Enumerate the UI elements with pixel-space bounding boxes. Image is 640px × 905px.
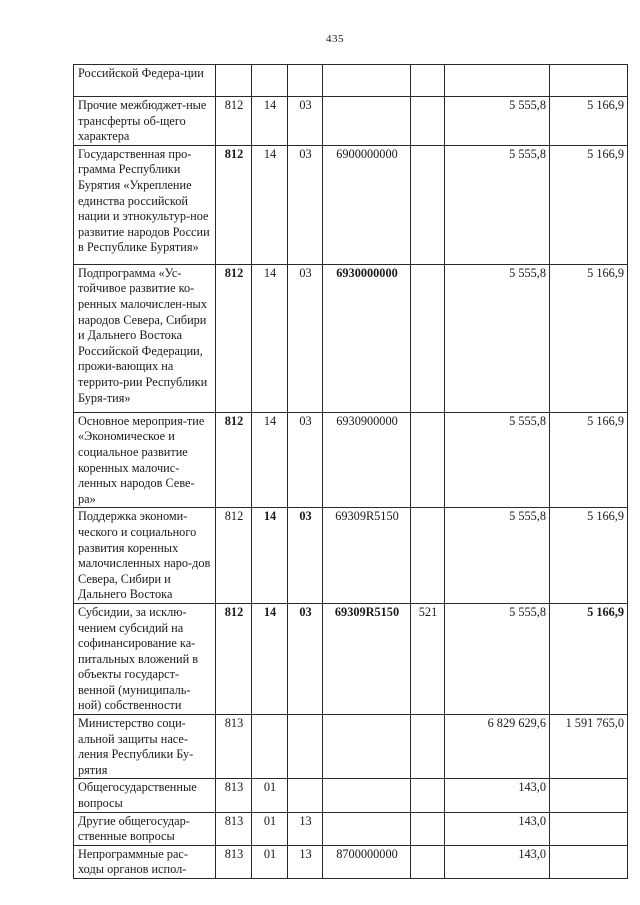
department-code — [216, 65, 252, 97]
subsection-code: 03 — [288, 412, 323, 508]
expense-type-code — [411, 779, 445, 812]
expense-type-code — [411, 145, 445, 264]
amount-year-2: 5 166,9 — [550, 145, 628, 264]
section-code: 14 — [252, 508, 288, 604]
department-code: 812 — [216, 264, 252, 412]
target-article-code: 6930900000 — [323, 412, 411, 508]
row-description: Основное мероприя-тие «Экономическое и социальное развитие коренных малочис-ленных народов Севе-ра» — [74, 412, 216, 508]
section-code: 01 — [252, 779, 288, 812]
section-code: 14 — [252, 145, 288, 264]
department-code: 813 — [216, 779, 252, 812]
row-description: Российской Федера-ции — [74, 65, 216, 97]
expense-type-code — [411, 97, 445, 146]
amount-year-2 — [550, 65, 628, 97]
section-code: 14 — [252, 412, 288, 508]
table-row — [74, 779, 628, 812]
amount-year-1: 6 829 629,6 — [445, 715, 550, 779]
row-description: Поддержка экономи-ческого и социального развития коренных малочисленных наро-дов Севера, Сибири и Дальнего Востока — [74, 508, 216, 604]
row-description: Государственная про-грамма Республики Бурятия «Укрепление единства российской нации и этнокультур-ное развитие народов России в Республике Бурятия» — [74, 145, 216, 264]
department-code: 812 — [216, 412, 252, 508]
amount-year-1: 5 555,8 — [445, 508, 550, 604]
department-code: 812 — [216, 603, 252, 714]
expense-type-code — [411, 715, 445, 779]
amount-year-2 — [550, 845, 628, 878]
department-code: 813 — [216, 812, 252, 845]
table-row — [74, 145, 628, 264]
amount-year-1: 5 555,8 — [445, 97, 550, 146]
target-article-code: 6930000000 — [323, 264, 411, 412]
subsection-code: 03 — [288, 97, 323, 146]
row-description: Подпрограмма «Ус-тойчивое развитие ко-ренных малочислен-ных народов Севера, Сибири и Дальнего Востока Российской Федерации, прожи-вающих на террито-рии Республики Буря-тия» — [74, 264, 216, 412]
subsection-code — [288, 65, 323, 97]
table-row — [74, 715, 628, 779]
budget-table — [73, 64, 628, 879]
row-description: Министерство соци-альной защиты насе-ления Республики Бу-рятия — [74, 715, 216, 779]
table-row — [74, 603, 628, 714]
subsection-code — [288, 715, 323, 779]
target-article-code — [323, 812, 411, 845]
target-article-code — [323, 779, 411, 812]
table-row — [74, 508, 628, 604]
amount-year-2 — [550, 779, 628, 812]
target-article-code: 6900000000 — [323, 145, 411, 264]
row-description: Прочие межбюджет-ные трансферты об-щего характера — [74, 97, 216, 146]
expense-type-code — [411, 845, 445, 878]
section-code: 01 — [252, 845, 288, 878]
expense-type-code: 521 — [411, 603, 445, 714]
department-code: 812 — [216, 508, 252, 604]
department-code: 813 — [216, 715, 252, 779]
subsection-code: 03 — [288, 603, 323, 714]
table-row — [74, 264, 628, 412]
row-description: Другие общегосудар-ственные вопросы — [74, 812, 216, 845]
row-description: Субсидии, за исклю-чением субсидий на софинансирование ка-питальных вложений в объекты государст-венной (муниципаль-ной) собственности — [74, 603, 216, 714]
target-article-code: 8700000000 — [323, 845, 411, 878]
target-article-code — [323, 715, 411, 779]
amount-year-2: 5 166,9 — [550, 603, 628, 714]
target-article-code — [323, 65, 411, 97]
section-code — [252, 715, 288, 779]
row-description: Общегосударственные вопросы — [74, 779, 216, 812]
subsection-code: 13 — [288, 812, 323, 845]
subsection-code: 13 — [288, 845, 323, 878]
department-code: 812 — [216, 145, 252, 264]
amount-year-2: 1 591 765,0 — [550, 715, 628, 779]
subsection-code: 03 — [288, 145, 323, 264]
section-code: 14 — [252, 97, 288, 146]
expense-type-code — [411, 812, 445, 845]
table-row — [74, 812, 628, 845]
section-code: 14 — [252, 264, 288, 412]
page-number: 435 — [326, 33, 344, 45]
department-code: 812 — [216, 97, 252, 146]
expense-type-code — [411, 264, 445, 412]
amount-year-1 — [445, 65, 550, 97]
table-row — [74, 65, 628, 97]
expense-type-code — [411, 412, 445, 508]
amount-year-2: 5 166,9 — [550, 508, 628, 604]
subsection-code: 03 — [288, 508, 323, 604]
table-row — [74, 97, 628, 146]
amount-year-1: 143,0 — [445, 812, 550, 845]
subsection-code — [288, 779, 323, 812]
target-article-code — [323, 97, 411, 146]
amount-year-2: 5 166,9 — [550, 264, 628, 412]
target-article-code: 69309R5150 — [323, 603, 411, 714]
row-description: Непрограммные рас-ходы органов испол- — [74, 845, 216, 878]
amount-year-2 — [550, 812, 628, 845]
amount-year-1: 5 555,8 — [445, 412, 550, 508]
section-code: 14 — [252, 603, 288, 714]
section-code: 01 — [252, 812, 288, 845]
target-article-code: 69309R5150 — [323, 508, 411, 604]
subsection-code: 03 — [288, 264, 323, 412]
amount-year-2: 5 166,9 — [550, 97, 628, 146]
table-row — [74, 412, 628, 508]
amount-year-2: 5 166,9 — [550, 412, 628, 508]
amount-year-1: 5 555,8 — [445, 603, 550, 714]
amount-year-1: 5 555,8 — [445, 145, 550, 264]
table-row — [74, 845, 628, 878]
department-code: 813 — [216, 845, 252, 878]
amount-year-1: 143,0 — [445, 845, 550, 878]
section-code — [252, 65, 288, 97]
expense-type-code — [411, 508, 445, 604]
amount-year-1: 143,0 — [445, 779, 550, 812]
expense-type-code — [411, 65, 445, 97]
amount-year-1: 5 555,8 — [445, 264, 550, 412]
